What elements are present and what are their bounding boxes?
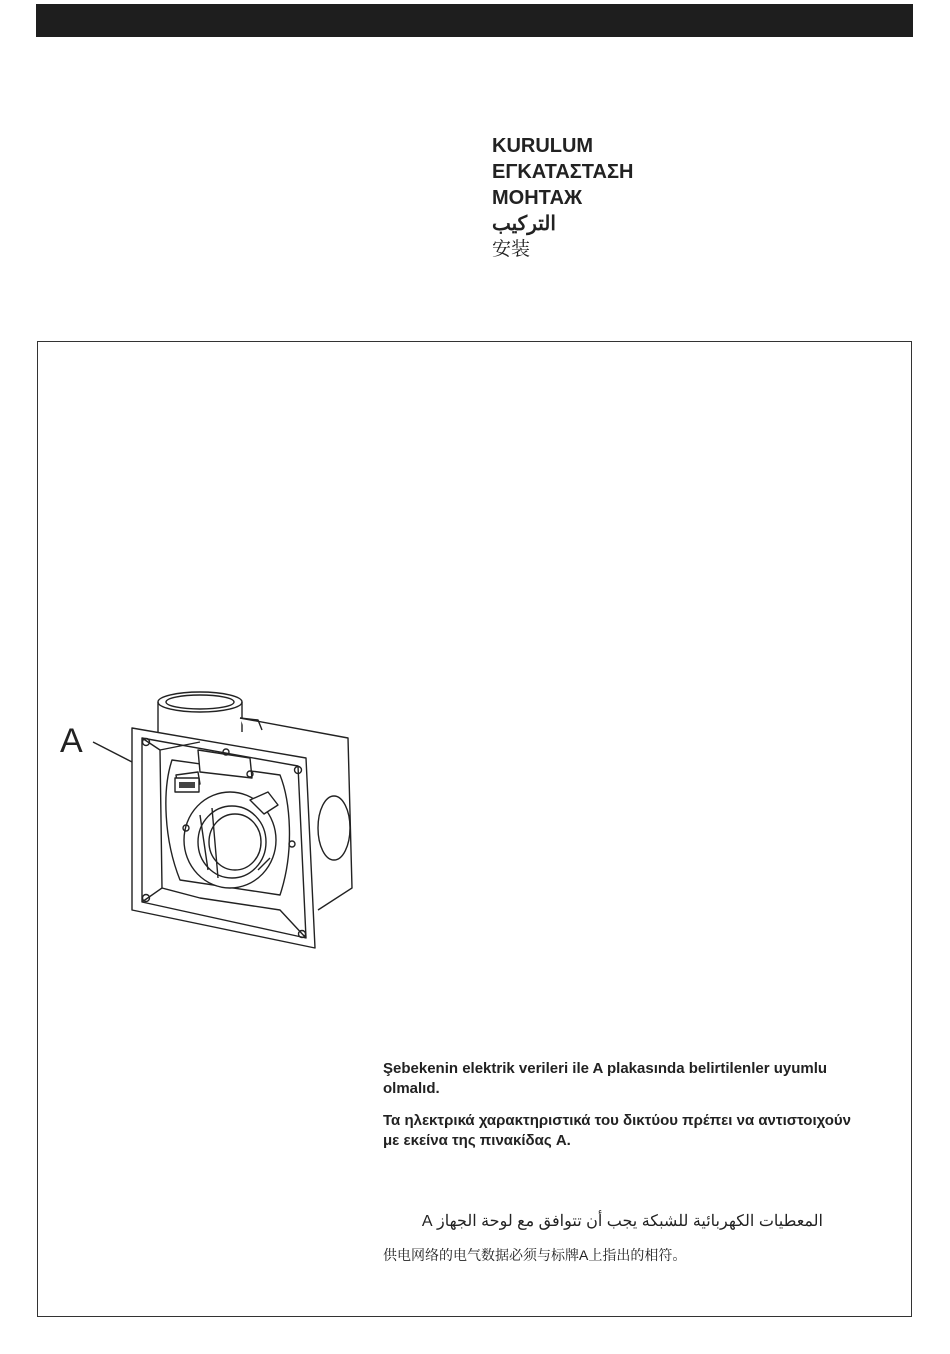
header-bar (36, 4, 913, 37)
title-arabic: التركيب (492, 213, 556, 235)
title-chinese: 安装 (492, 239, 531, 260)
title-greek: ΕΓΚΑΤΑΣΤΑΣΗ (492, 161, 634, 183)
note-turkish: Şebekenin elektrik verileri ile A plakasında belirtilenler uyumlu olmalıd. (383, 1060, 828, 1097)
section-title-block (492, 133, 633, 263)
callout-label-a: A (60, 722, 83, 760)
note-greek: Τα ηλεκτρικά χαρακτηριστικά του δικτύου πρέπει να αντιστοιχούν με εκείνα της πινακίδας A. (383, 1112, 851, 1149)
note-chinese: 供电网络的电气数据必须与标牌A上指出的相符。 (383, 1247, 687, 1263)
title-russian: МОНТАЖ (492, 187, 583, 209)
title-turkish: KURULUM (492, 135, 594, 157)
note-arabic: المعطيات الكهربائية للشبكة يجب أن تتوافق مع لوحة الجهاز A (421, 1213, 823, 1230)
fan-unit-illustration (80, 680, 365, 955)
